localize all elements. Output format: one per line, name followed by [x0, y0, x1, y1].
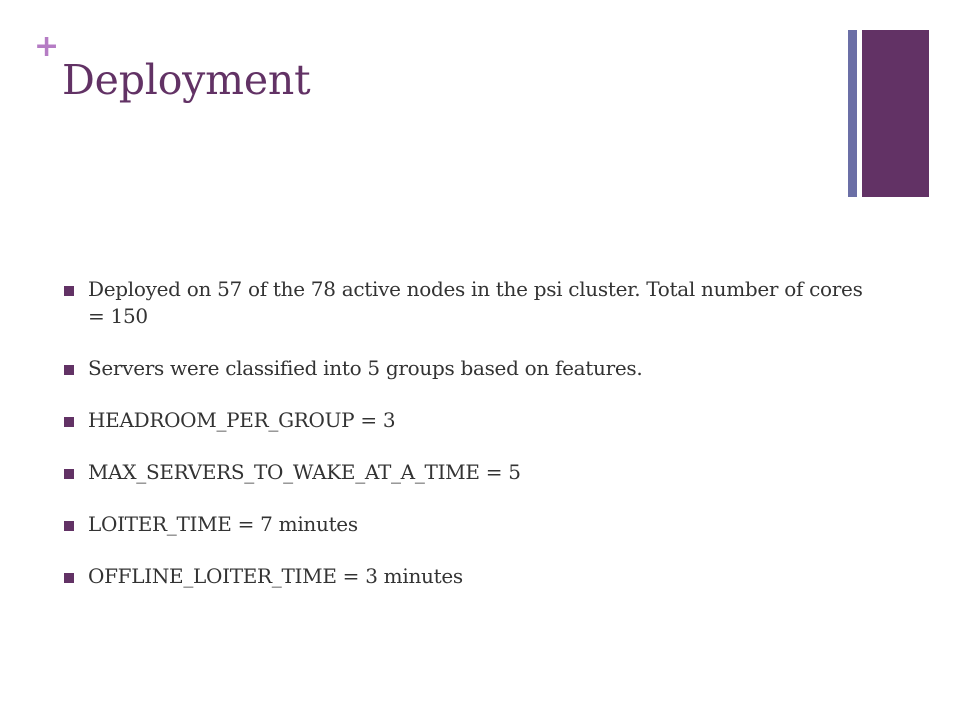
slide-title: Deployment [62, 56, 311, 104]
bullet-item [64, 276, 864, 330]
square-bullet-icon [64, 521, 74, 531]
bullet-text: OFFLINE_LOITER_TIME = 3 minutes [88, 564, 463, 588]
square-bullet-icon [64, 573, 74, 583]
bullet-text: HEADROOM_PER_GROUP = 3 [88, 408, 396, 432]
bullet-item [64, 459, 864, 486]
accent-bar-thin [848, 30, 857, 197]
square-bullet-icon [64, 469, 74, 479]
plus-icon: + [34, 29, 60, 64]
accent-bar-thick [862, 30, 929, 197]
bullet-item [64, 563, 864, 590]
square-bullet-icon [64, 417, 74, 427]
square-bullet-icon [64, 286, 74, 296]
bullet-text: LOITER_TIME = 7 minutes [88, 512, 358, 536]
bullet-item [64, 511, 864, 538]
bullet-text: Deployed on 57 of the 78 active nodes in the psi cluster. Total number of cores = 150 [88, 277, 863, 328]
bullet-item [64, 355, 864, 382]
bullet-list [64, 276, 864, 615]
bullet-text: MAX_SERVERS_TO_WAKE_AT_A_TIME = 5 [88, 460, 521, 484]
bullet-text: Servers were classified into 5 groups based on features. [88, 356, 643, 380]
bullet-item [64, 407, 864, 434]
square-bullet-icon [64, 365, 74, 375]
